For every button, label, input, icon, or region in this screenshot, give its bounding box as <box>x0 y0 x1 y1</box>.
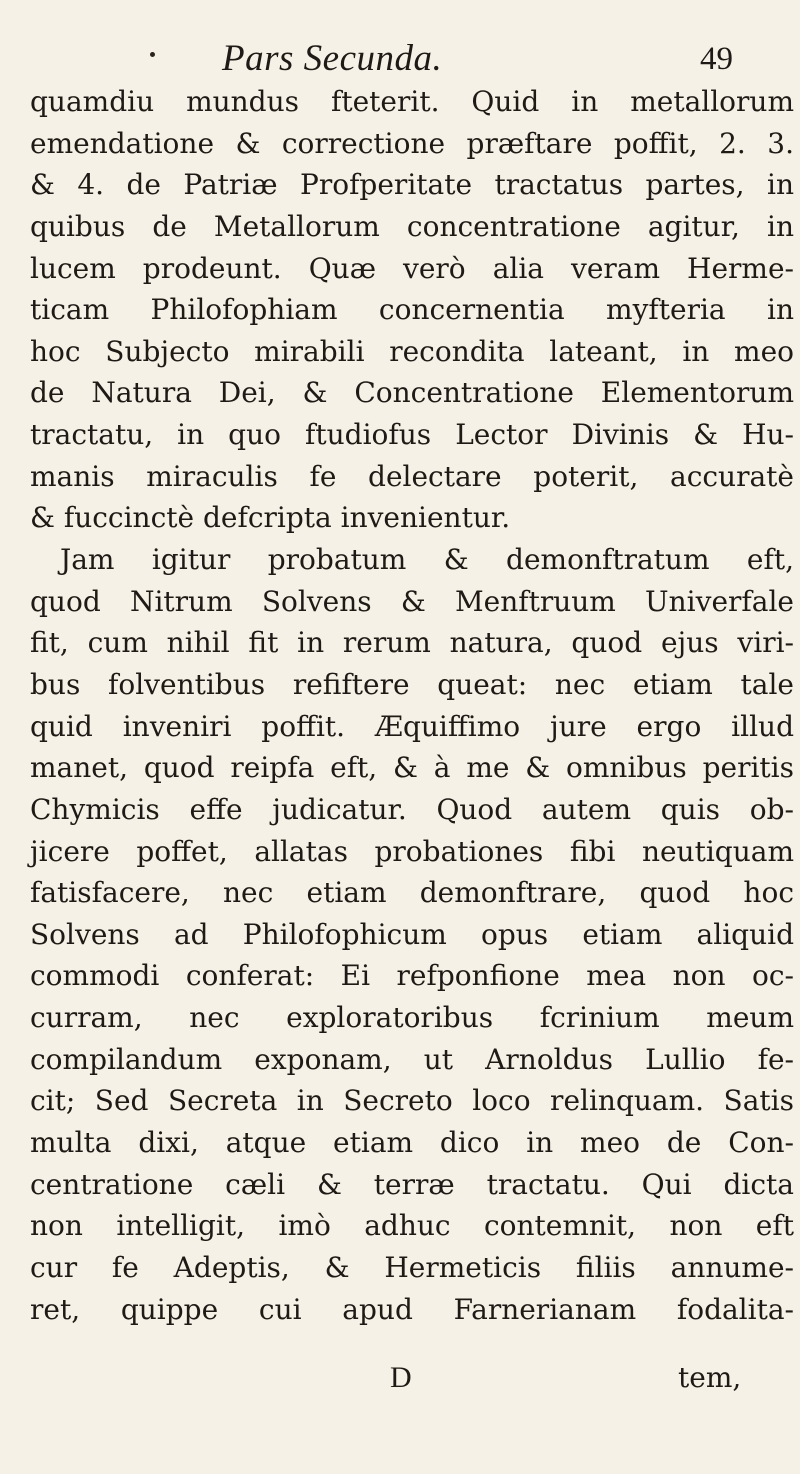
text-line: fit, cum nihil fit in rerum natura, quod ejus viri- <box>30 626 794 660</box>
text-line: manis miraculis fe delectare poterit, accuratè <box>30 459 794 493</box>
text-line: manet, quod reipfa eft, & à me & omnibus peritis <box>30 751 794 785</box>
page-header <box>0 34 800 84</box>
text-line: jicere poffet, allatas probationes fibi neutiquam <box>30 834 794 868</box>
text-line: bus folventibus refiftere queat: nec etiam tale <box>30 667 794 701</box>
text-line: compilandum exponam, ut Arnoldus Lullio fe- <box>30 1042 794 1076</box>
signature-mark: D <box>390 1361 412 1394</box>
text-line: tractatu, in quo ftudiofus Lector Divinis & Hu- <box>30 418 794 452</box>
page-number: 49 <box>700 41 733 77</box>
text-line: Solvens ad Philofophicum opus etiam aliquid <box>30 917 794 951</box>
text-line: quid inveniri poffit. Æquiffimo jure ergo illud <box>30 709 794 743</box>
text-line: quamdiu mundus fteterit. Quid in metallorum <box>30 85 794 118</box>
text-line: cit; Sed Secreta in Secreto loco relinquam. Satis <box>30 1084 794 1118</box>
text-line: Chymicis effe judicatur. Quod autem quis ob- <box>30 792 794 826</box>
text-line: cur fe Adeptis, & Hermeticis filiis annume- <box>30 1250 794 1284</box>
text-line: centratione cæli & terræ tractatu. Qui dicta <box>30 1167 794 1201</box>
text-line: de Natura Dei, & Concentratione Elementorum <box>30 376 794 410</box>
text-line: hoc Subjecto mirabili recondita lateant, in meo <box>30 334 794 368</box>
page-footer <box>390 1357 780 1399</box>
text-line: & fuccinctè defcripta invenientur. <box>30 501 511 535</box>
text-line: curram, nec exploratoribus fcrinium meum <box>30 1001 794 1035</box>
text-line: ret, quippe cui apud Farnerianam fodalita- <box>30 1292 794 1326</box>
catchword: tem, <box>678 1361 742 1394</box>
text-line: Jam igitur probatum & demonftratum eft, <box>60 543 794 577</box>
text-line: & 4. de Patriæ Profperitate tractatus partes, in <box>30 168 794 202</box>
text-line: emendatione & correctione præftare poffit, 2. 3. <box>30 126 794 160</box>
text-line: multa dixi, atque etiam dico in meo de Con- <box>30 1126 794 1160</box>
running-head: Pars Secunda. <box>222 38 443 79</box>
body-text <box>30 81 794 1330</box>
text-line: non intelligit, imò adhuc contemnit, non eft <box>30 1209 794 1243</box>
text-line: ticam Philofophiam concernentia myfteria in <box>30 293 794 327</box>
text-line: quod Nitrum Solvens & Menftruum Univerfale <box>30 584 794 618</box>
text-line: commodi conferat: Ei refponfione mea non oc- <box>30 959 794 993</box>
text-line: quibus de Metallorum concentratione agitur, in <box>30 209 794 243</box>
text-line: fatisfacere, nec etiam demonftrare, quod hoc <box>30 876 794 910</box>
text-line: lucem prodeunt. Quæ verò alia veram Herme- <box>30 251 794 285</box>
ornament-dot <box>150 52 155 57</box>
